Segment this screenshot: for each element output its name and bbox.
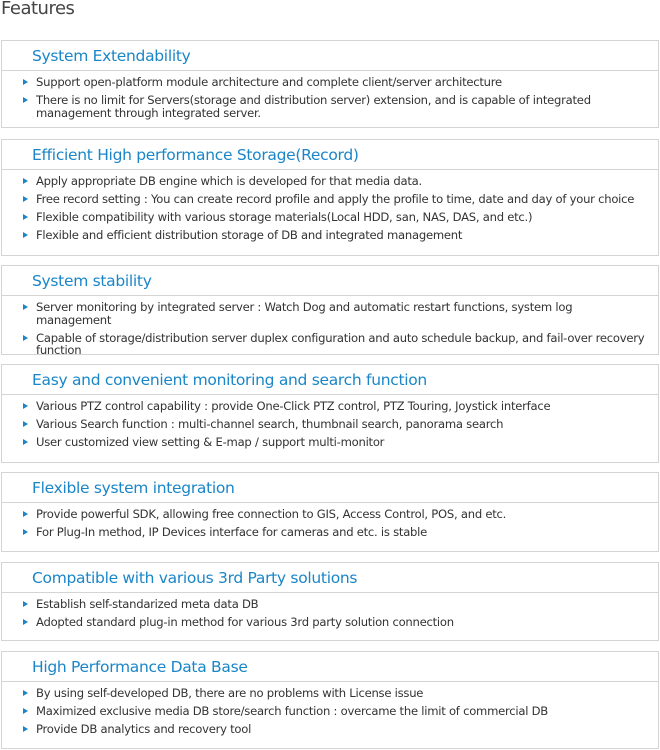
triangle-bullet-icon [23, 708, 28, 714]
triangle-bullet-icon [23, 403, 28, 409]
list-item [2, 175, 658, 188]
list-item-text: Flexible compatibility with various storage materials(Local HDD, san, NAS, DAS, and etc.) [36, 210, 533, 224]
triangle-bullet-icon [23, 421, 28, 427]
triangle-bullet-icon [23, 196, 28, 202]
page-title: Features [1, 0, 75, 19]
list-item [2, 687, 658, 700]
list-item-text: Support open-platform module architecture and complete client/server architecture [36, 75, 502, 89]
list-item-text: There is no limit for Servers(storage and distribution server) extension, and is capable of integrated management through integrated server. [36, 93, 591, 120]
list-item-text: Various Search function : multi-channel search, thumbnail search, panorama search [36, 417, 504, 431]
list-item [2, 400, 658, 413]
section-title: Flexible system integration [32, 478, 235, 497]
list-item [2, 616, 658, 629]
section-monitoring-search [1, 364, 659, 463]
section-system-stability [1, 265, 659, 355]
list-item-text: By using self-developed DB, there are no problems with License issue [36, 686, 424, 700]
list-item [2, 229, 658, 242]
triangle-bullet-icon [23, 529, 28, 535]
triangle-bullet-icon [23, 214, 28, 220]
list-item-text: Apply appropriate DB engine which is developed for that media data. [36, 174, 422, 188]
section-3rd-party [1, 562, 659, 641]
triangle-bullet-icon [23, 178, 28, 184]
section-title: System stability [32, 271, 152, 290]
section-data-base [1, 651, 659, 749]
section-body [2, 503, 658, 539]
list-item-text: Adopted standard plug-in method for various 3rd party solution connection [36, 615, 454, 629]
section-body [2, 395, 658, 449]
section-body [2, 682, 658, 736]
section-body [2, 593, 658, 629]
list-item [2, 301, 658, 326]
section-header [2, 41, 658, 71]
list-item [2, 332, 658, 357]
list-item [2, 723, 658, 736]
section-body [2, 170, 658, 242]
list-item [2, 705, 658, 718]
section-header [2, 140, 658, 170]
list-item-text: Capable of storage/distribution server duplex configuration and auto schedule backup, and fail-over recovery function [36, 330, 645, 357]
section-header [2, 365, 658, 395]
section-title: Compatible with various 3rd Party solutions [32, 568, 358, 587]
list-item [2, 418, 658, 431]
section-system-extendability [1, 40, 659, 128]
triangle-bullet-icon [23, 439, 28, 445]
list-item [2, 193, 658, 206]
triangle-bullet-icon [23, 304, 28, 310]
section-title: High Performance Data Base [32, 657, 248, 676]
triangle-bullet-icon [23, 511, 28, 517]
list-item-text: User customized view setting & E-map / support multi-monitor [36, 435, 385, 449]
list-item [2, 598, 658, 611]
list-item-text: Free record setting : You can create record profile and apply the profile to time, date and day of your choice [36, 192, 635, 206]
list-item-text: Maximized exclusive media DB store/search function : overcame the limit of commercial DB [36, 704, 549, 718]
list-item-text: For Plug-In method, IP Devices interface for cameras and etc. is stable [36, 525, 428, 539]
list-item-text: Provide DB analytics and recovery tool [36, 722, 252, 736]
list-item [2, 508, 658, 521]
section-header [2, 563, 658, 593]
section-system-integration [1, 472, 659, 552]
section-header [2, 652, 658, 682]
list-item [2, 526, 658, 539]
list-item [2, 436, 658, 449]
section-title: System Extendability [32, 46, 191, 65]
triangle-bullet-icon [23, 232, 28, 238]
section-title: Efficient High performance Storage(Record) [32, 145, 359, 164]
list-item [2, 211, 658, 224]
section-title: Easy and convenient monitoring and search function [32, 370, 427, 389]
list-item-text: Provide powerful SDK, allowing free connection to GIS, Access Control, POS, and etc. [36, 507, 507, 521]
section-body [2, 71, 658, 119]
list-item [2, 94, 658, 119]
triangle-bullet-icon [23, 619, 28, 625]
list-item [2, 76, 658, 89]
list-item-text: Various PTZ control capability : provide One-Click PTZ control, PTZ Touring, Joystick interface [36, 399, 551, 413]
list-item-text: Establish self-standarized meta data DB [36, 597, 259, 611]
section-header [2, 266, 658, 296]
triangle-bullet-icon [23, 97, 28, 103]
list-item-text: Flexible and efficient distribution storage of DB and integrated management [36, 228, 463, 242]
triangle-bullet-icon [23, 335, 28, 341]
triangle-bullet-icon [23, 601, 28, 607]
section-body [2, 296, 658, 357]
list-item-text: Server monitoring by integrated server : Watch Dog and automatic restart functions, system log management [36, 300, 573, 327]
section-header [2, 473, 658, 503]
triangle-bullet-icon [23, 690, 28, 696]
triangle-bullet-icon [23, 79, 28, 85]
section-efficient-storage [1, 139, 659, 256]
triangle-bullet-icon [23, 726, 28, 732]
